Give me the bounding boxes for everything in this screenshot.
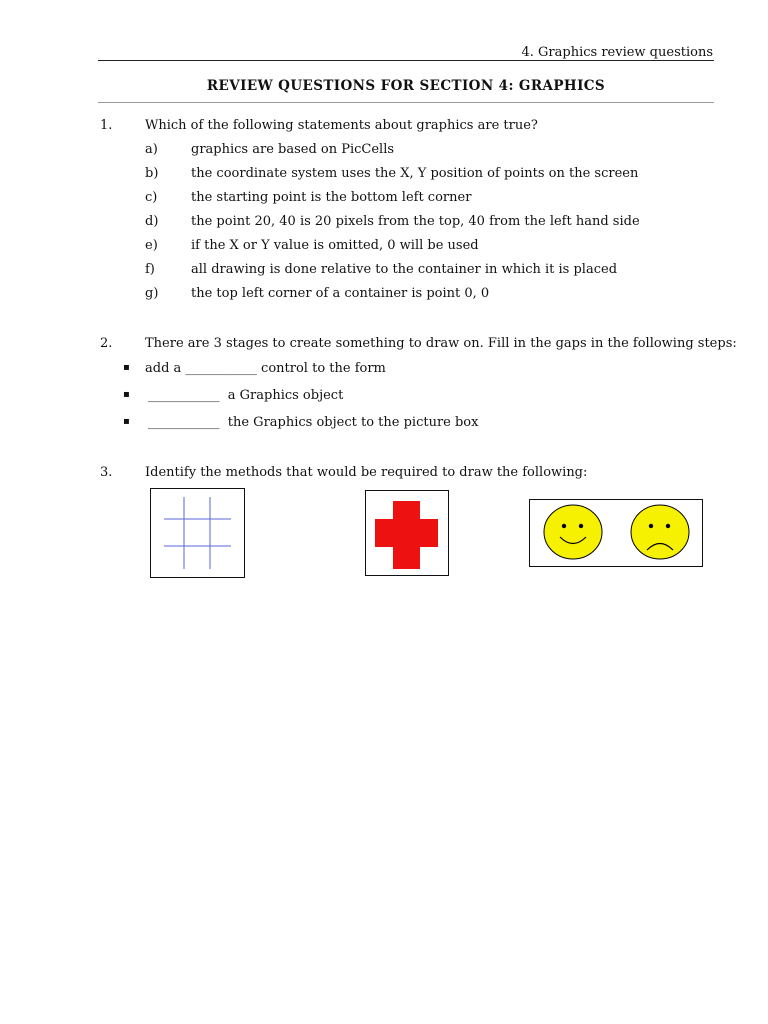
- step-1-after: control to the form: [256, 361, 386, 376]
- bullet-2: ▪: [123, 389, 130, 400]
- running-header: 4. Graphics review questions: [521, 45, 713, 60]
- bullet-3: ▪: [123, 416, 130, 427]
- option-f-text: all drawing is done relative to the container in which it is placed: [191, 262, 618, 277]
- step-2-blank: ___________: [148, 388, 220, 403]
- option-c-letter: c): [145, 190, 158, 205]
- smiley-left-eye: [562, 524, 566, 528]
- step-2: [148, 388, 343, 403]
- question-1-prompt: Which of the following statements about graphics are true?: [145, 118, 538, 133]
- page-title: REVIEW QUESTIONS FOR SECTION 4: GRAPHICS: [206, 78, 606, 94]
- option-d-text: the point 20, 40 is 20 pixels from the top, 40 from the left hand side: [191, 214, 640, 229]
- step-3-blank: ___________: [148, 415, 220, 430]
- step-3: [148, 415, 478, 430]
- option-d-letter: d): [145, 214, 159, 229]
- title-rule: [98, 102, 714, 103]
- grid-figure-drawing: [151, 489, 244, 577]
- cross-horizontal-bar: [375, 519, 438, 547]
- smiley-face: [544, 505, 602, 559]
- red-cross-drawing: [366, 491, 448, 575]
- smiley-right-eye: [579, 524, 583, 528]
- grid-figure: [150, 488, 245, 578]
- faces-drawing: [530, 500, 702, 566]
- option-g-letter: g): [145, 286, 159, 301]
- option-b-text: the coordinate system uses the X, Y position of points on the screen: [191, 166, 639, 181]
- option-a-text: graphics are based on PicCells: [191, 142, 395, 157]
- step-1-before: add a: [145, 361, 186, 376]
- question-3-prompt: Identify the methods that would be required to draw the following:: [145, 465, 588, 480]
- red-cross-figure: [365, 490, 449, 576]
- option-c-text: the starting point is the bottom left corner: [191, 190, 472, 205]
- question-2-prompt: There are 3 stages to create something to draw on. Fill in the gaps in the following steps:: [145, 336, 737, 351]
- sad-right-eye: [666, 524, 670, 528]
- step-3-after: the Graphics object to the picture box: [219, 415, 479, 430]
- step-1-blank: ___________: [185, 361, 257, 376]
- option-g-text: the top left corner of a container is point 0, 0: [191, 286, 490, 301]
- question-3-number: 3.: [100, 465, 113, 480]
- sad-face-circle: [631, 505, 689, 559]
- option-a-letter: a): [145, 142, 158, 157]
- header-rule: [98, 60, 714, 61]
- question-2-number: 2.: [100, 336, 113, 351]
- bullet-1: ▪: [123, 362, 130, 373]
- step-2-after: a Graphics object: [219, 388, 344, 403]
- smiley-face-circle: [544, 505, 602, 559]
- faces-figure: [529, 499, 703, 567]
- option-e-text: if the X or Y value is omitted, 0 will be used: [191, 238, 479, 253]
- option-f-letter: f): [145, 262, 155, 277]
- sad-face: [631, 505, 689, 559]
- question-1-number: 1.: [100, 118, 113, 133]
- option-e-letter: e): [145, 238, 158, 253]
- option-b-letter: b): [145, 166, 159, 181]
- sad-left-eye: [649, 524, 653, 528]
- step-1: [145, 361, 386, 376]
